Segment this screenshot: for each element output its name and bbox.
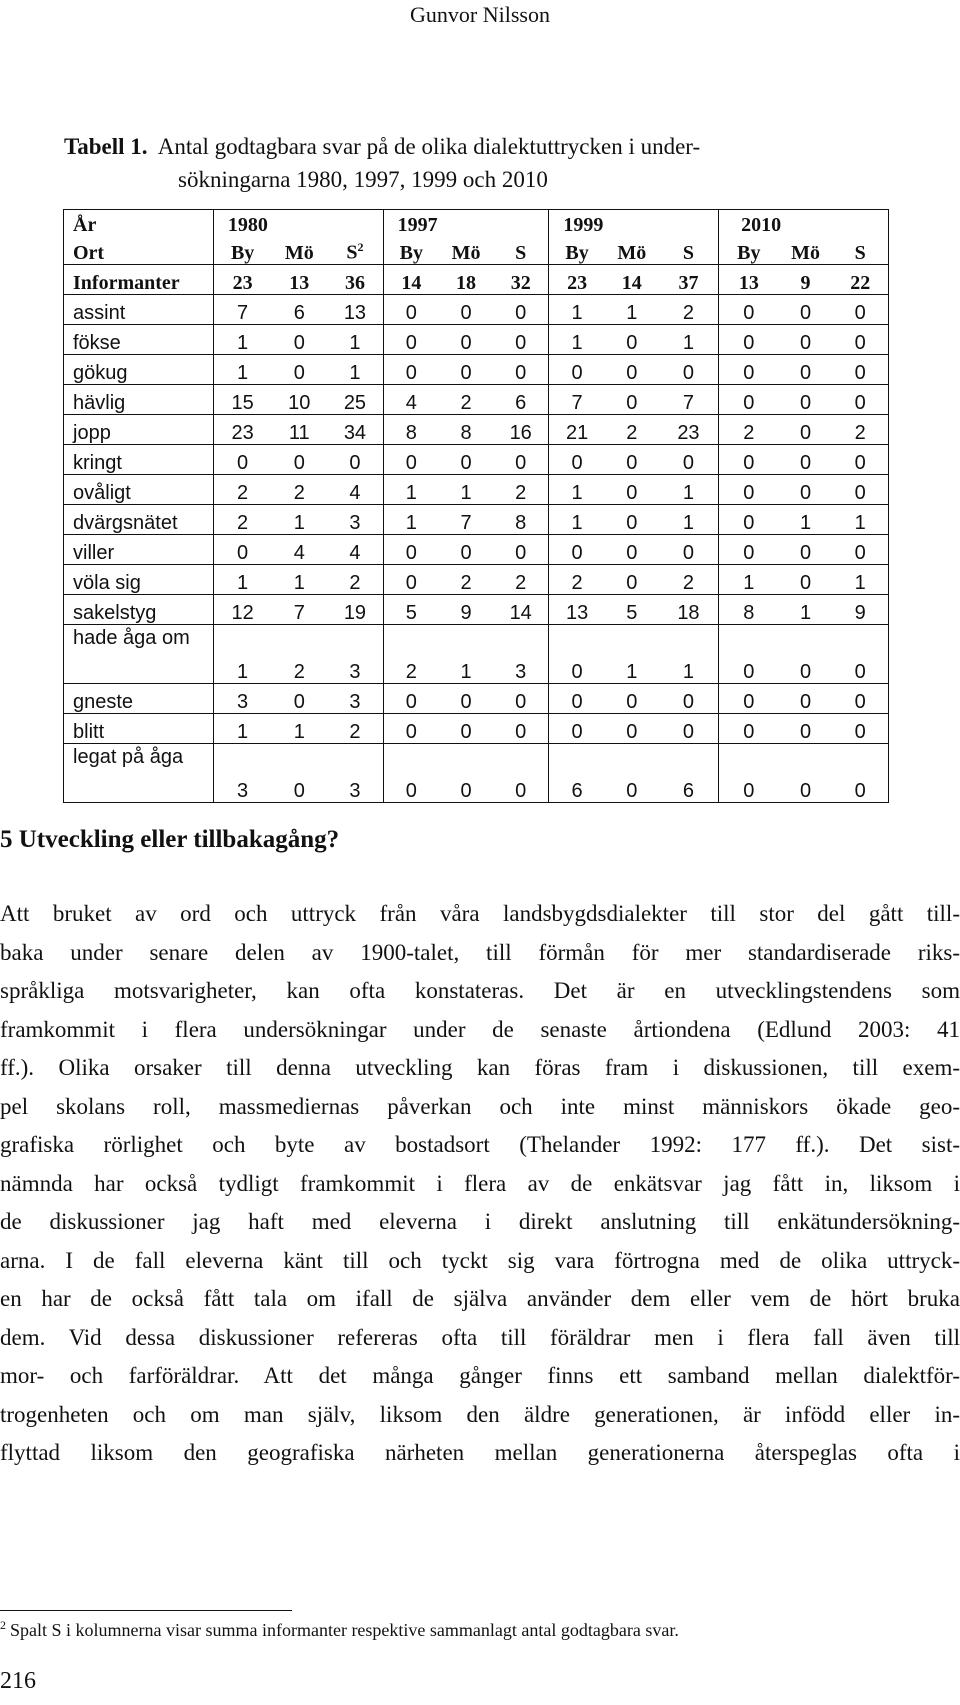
table-cell: 0 (271, 684, 327, 714)
table-cell: 3 (327, 744, 383, 803)
row-label: hade åga om (64, 625, 214, 684)
table-cell: 9 (779, 265, 833, 295)
table-cell: 0 (493, 744, 549, 803)
table-cell: 1 (439, 625, 493, 684)
table-cell: 0 (719, 625, 779, 684)
table-row (64, 325, 889, 355)
table-cell: 0 (659, 714, 719, 744)
table-cell: 0 (832, 684, 888, 714)
table-cell: 0 (605, 445, 659, 475)
table-cell: 0 (549, 445, 605, 475)
row-label: blitt (64, 714, 214, 744)
table-cell: 3 (213, 684, 271, 714)
table-cell: 0 (659, 445, 719, 475)
table-cell: 0 (493, 325, 549, 355)
table-cell: 0 (439, 295, 493, 325)
table-cell: 2 (327, 714, 383, 744)
table-cell: 0 (549, 355, 605, 385)
col-label: Mö (451, 242, 481, 264)
table-cell: 0 (659, 355, 719, 385)
table-cell: 7 (271, 595, 327, 625)
table-cell: 0 (605, 475, 659, 505)
table-cell: 0 (493, 535, 549, 565)
table-cell: 0 (383, 535, 439, 565)
header-year-1997: 1997 (383, 210, 549, 237)
table-row (64, 565, 889, 595)
table-cell: 8 (719, 595, 779, 625)
body-line: framkommit i flera undersökningar under de senaste årtiondena (Edlund 2003: 41 (0, 1016, 960, 1042)
body-line: nämnda har också tydligt framkommit i flera av de enkätsvar jag fått in, liksom i (0, 1170, 960, 1196)
header-year-label: År (64, 210, 214, 237)
body-line: flyttad liksom den geografiska närheten mellan generationerna återspeglas ofta i (0, 1440, 960, 1465)
table-cell: 13 (327, 295, 383, 325)
table-cell: 0 (779, 565, 833, 595)
table-cell: 1 (659, 505, 719, 535)
footnote-mark: 2 (357, 240, 364, 255)
table-cell: 0 (605, 355, 659, 385)
table-cell: 0 (605, 714, 659, 744)
table-cell: 1 (832, 505, 888, 535)
header-year-2010: 2010 (719, 210, 889, 237)
table-cell: 0 (493, 355, 549, 385)
table-cell: 2 (439, 565, 493, 595)
table-cell: 5 (605, 595, 659, 625)
table-cell: 0 (439, 744, 493, 803)
table-cell: 0 (549, 535, 605, 565)
body-line: Att bruket av ord och uttryck från våra landsbygdsdialekter till stor del gått till- (0, 901, 960, 926)
table-cell: 0 (719, 535, 779, 565)
table-cell: 0 (779, 744, 833, 803)
table-cell: 16 (493, 415, 549, 445)
table-caption (64, 130, 884, 196)
table-cell: 0 (779, 325, 833, 355)
table-cell: 2 (605, 415, 659, 445)
table-row (64, 684, 889, 714)
table-cell: 1 (659, 325, 719, 355)
table-cell: 0 (383, 355, 439, 385)
table-cell: 1 (271, 565, 327, 595)
table-cell: 14 (605, 265, 659, 295)
table-cell: 23 (213, 415, 271, 445)
table-cell: 0 (383, 325, 439, 355)
table-cell: 0 (719, 385, 779, 415)
table-cell: 0 (383, 744, 439, 803)
table-cell: 0 (439, 535, 493, 565)
table-cell: 0 (719, 445, 779, 475)
table-cell: 0 (549, 625, 605, 684)
table-cell: 0 (832, 385, 888, 415)
table-cell: 1 (719, 565, 779, 595)
caption-text-line1: Antal godtagbara svar på de olika dialektuttrycken i under- (157, 134, 701, 159)
table-cell: 0 (832, 445, 888, 475)
table-cell: 22 (832, 265, 888, 295)
table-row (64, 415, 889, 445)
body-line: pel skolans roll, massmediernas påverkan och inte minst människors ökade geo- (0, 1093, 960, 1119)
footnote-text: Spalt S i kolumnerna visar summa informanter respektive sammanlagt antal godtagbara svar. (10, 1620, 679, 1640)
body-line: dem. Vid dessa diskussioner refereras ofta till föräldrar men i flera fall även till (0, 1324, 960, 1350)
col-label: Mö (617, 242, 647, 264)
table-cell: 1 (779, 505, 833, 535)
table-cell: 0 (213, 445, 271, 475)
table-cell: 9 (832, 595, 888, 625)
table-cell: 0 (832, 355, 888, 385)
table-cell: 0 (719, 355, 779, 385)
table-cell: 13 (719, 265, 779, 295)
table-cell: 0 (659, 535, 719, 565)
table-cell: 23 (549, 265, 605, 295)
table-cell: 0 (605, 744, 659, 803)
table-cell: 6 (271, 295, 327, 325)
table-cell: 3 (493, 625, 549, 684)
body-line: mor- och farföräldrar. Att det många gånger finns ett samband mellan dialektför- (0, 1363, 960, 1388)
table-cell: 2 (493, 475, 549, 505)
table-cell: 0 (439, 355, 493, 385)
table-cell: 23 (659, 415, 719, 445)
table-cell: 23 (213, 265, 271, 295)
table-cell: 1 (549, 295, 605, 325)
table-cell: 1 (213, 565, 271, 595)
table-cell: 1 (213, 714, 271, 744)
row-label: assint (64, 295, 214, 325)
table-row (64, 714, 889, 744)
caption-label: Tabell 1. (64, 134, 148, 159)
table-cell: 1 (213, 355, 271, 385)
table-cell: 2 (271, 625, 327, 684)
row-label: kringt (64, 445, 214, 475)
table-cell: 2 (327, 565, 383, 595)
table-cell: 3 (327, 505, 383, 535)
table-cell: 0 (605, 565, 659, 595)
table-cell: 36 (327, 265, 383, 295)
table-cell: 0 (719, 475, 779, 505)
header-year-1999: 1999 (549, 210, 719, 237)
table-cell: 0 (719, 505, 779, 535)
table-row (64, 595, 889, 625)
table-cell: 1 (213, 625, 271, 684)
table-cell: 0 (779, 295, 833, 325)
col-label: By (383, 236, 439, 265)
table-cell: 1 (659, 625, 719, 684)
table-cell: 0 (779, 475, 833, 505)
table-cell: 7 (213, 295, 271, 325)
table-cell: 0 (832, 325, 888, 355)
table-cell: 7 (659, 385, 719, 415)
table-cell: 4 (327, 535, 383, 565)
footnote-rule (0, 1610, 292, 1611)
table-cell: 1 (549, 475, 605, 505)
table-cell: 0 (779, 684, 833, 714)
table-row (64, 355, 889, 385)
table-cell: 0 (605, 505, 659, 535)
body-line: grafiska rörlighet och byte av bostadsort (Thelander 1992: 177 ff.). Det sist- (0, 1132, 960, 1157)
table-row (64, 505, 889, 535)
table-cell: 15 (213, 385, 271, 415)
table-cell: 2 (549, 565, 605, 595)
table-cell: 1 (271, 505, 327, 535)
table-row (64, 295, 889, 325)
body-line: de diskussioner jag haft med eleverna i direkt anslutning till enkätundersökning- (0, 1209, 960, 1234)
table-cell: 6 (659, 744, 719, 803)
table-cell: 6 (493, 385, 549, 415)
table-cell: 2 (271, 475, 327, 505)
table-cell: 1 (327, 355, 383, 385)
table-cell: 0 (719, 744, 779, 803)
table-cell: 7 (549, 385, 605, 415)
table-cell: 0 (439, 445, 493, 475)
table-cell: 0 (779, 625, 833, 684)
table-cell: 0 (271, 325, 327, 355)
table-cell: 2 (493, 565, 549, 595)
table-cell: 37 (659, 265, 719, 295)
table-cell: 0 (493, 684, 549, 714)
table-cell: 0 (605, 684, 659, 714)
table-cell: 2 (383, 625, 439, 684)
table-cell: 0 (271, 445, 327, 475)
table-cell: 1 (549, 325, 605, 355)
table-cell: 8 (493, 505, 549, 535)
table-cell: 5 (383, 595, 439, 625)
table-cell: 0 (719, 295, 779, 325)
table-cell: 14 (493, 595, 549, 625)
table-row (64, 265, 889, 295)
col-label: Mö (791, 242, 820, 264)
table-cell: 0 (493, 295, 549, 325)
section-title: 5 Utveckling eller tillbakagång? (0, 826, 340, 853)
body-line: en har de också fått tala om ifall de själva använder dem eller vem de hört bruka (0, 1286, 960, 1311)
col-label: S (682, 242, 694, 264)
table-cell: 0 (439, 325, 493, 355)
table-cell: 2 (832, 415, 888, 445)
table-cell: 4 (383, 385, 439, 415)
table-cell: 0 (493, 445, 549, 475)
table-cell: 2 (213, 475, 271, 505)
table-cell: 7 (439, 505, 493, 535)
table-cell: 0 (271, 355, 327, 385)
table-cell: 2 (659, 565, 719, 595)
table-cell: 8 (439, 415, 493, 445)
table-cell: 0 (779, 415, 833, 445)
table-cell: 18 (659, 595, 719, 625)
table-cell: 0 (832, 714, 888, 744)
col-label: S (515, 242, 527, 264)
table-cell: 11 (271, 415, 327, 445)
table-cell: 0 (549, 714, 605, 744)
table-cell: 19 (327, 595, 383, 625)
table-cell: 2 (213, 505, 271, 535)
table-cell: 1 (439, 475, 493, 505)
page-number: 216 (0, 1668, 36, 1694)
table-cell: 8 (383, 415, 439, 445)
table-cell: 0 (779, 355, 833, 385)
footnote (0, 1618, 679, 1641)
row-label: ovåligt (64, 475, 214, 505)
table-row (64, 535, 889, 565)
row-label: gneste (64, 684, 214, 714)
table-cell: 0 (383, 445, 439, 475)
table-cell: 0 (832, 535, 888, 565)
running-header: Gunvor Nilsson (410, 2, 550, 27)
body-line: arna. I de fall eleverna känt till och tyckt sig vara förtrogna med de olika uttryck- (0, 1247, 960, 1273)
table-cell: 32 (493, 265, 549, 295)
row-label: hävlig (64, 385, 214, 415)
row-label: gökug (64, 355, 214, 385)
footnote-number: 2 (0, 1618, 6, 1632)
body-text (0, 895, 960, 1473)
table-cell: 0 (383, 714, 439, 744)
table-cell: 2 (439, 385, 493, 415)
table-cell: 0 (719, 714, 779, 744)
row-label: viller (64, 535, 214, 565)
table-cell: 0 (439, 684, 493, 714)
table-row (64, 625, 889, 684)
col-label: S (832, 236, 888, 265)
table-row (64, 385, 889, 415)
table-cell: 0 (549, 684, 605, 714)
table-row (64, 445, 889, 475)
body-line: baka under senare delen av 1900-talet, till förmån för mer standardiserade riks- (0, 939, 960, 965)
table-cell: 13 (549, 595, 605, 625)
table-cell: 4 (327, 475, 383, 505)
col-label: By (719, 236, 779, 265)
table-cell: 34 (327, 415, 383, 445)
table-cell: 1 (271, 714, 327, 744)
table-cell: 0 (779, 714, 833, 744)
col-label: By (549, 236, 605, 265)
table-cell: 6 (549, 744, 605, 803)
caption-text-line2: sökningarna 1980, 1997, 1999 och 2010 (178, 167, 548, 192)
body-line: språkliga motsvarigheter, kan ofta konstateras. Det är en utvecklingstendens som (0, 978, 960, 1003)
table-cell: 0 (439, 714, 493, 744)
table-cell: 0 (832, 625, 888, 684)
table-cell: 0 (832, 744, 888, 803)
row-label: Informanter (64, 265, 214, 295)
row-label: fökse (64, 325, 214, 355)
col-label-with-footnote (327, 236, 383, 265)
table-header-columns (64, 236, 889, 265)
table-cell: 0 (719, 684, 779, 714)
table-cell: 14 (383, 265, 439, 295)
table-cell: 1 (213, 325, 271, 355)
table-cell: 0 (383, 684, 439, 714)
table-cell: 0 (832, 475, 888, 505)
table-cell: 1 (383, 505, 439, 535)
body-line: trogenheten och om man själv, liksom den äldre generationen, är infödd eller in- (0, 1401, 960, 1427)
table-cell: 1 (383, 475, 439, 505)
table-cell: 12 (213, 595, 271, 625)
table-cell: 0 (271, 744, 327, 803)
table-row (64, 475, 889, 505)
table-cell: 0 (213, 535, 271, 565)
table-cell: 1 (832, 565, 888, 595)
row-label: völa sig (64, 565, 214, 595)
table-row (64, 744, 889, 803)
table-cell: 2 (719, 415, 779, 445)
table-cell: 21 (549, 415, 605, 445)
table-cell: 2 (659, 295, 719, 325)
table-cell: 25 (327, 385, 383, 415)
table-cell: 9 (439, 595, 493, 625)
data-table (63, 209, 889, 803)
table-cell: 0 (383, 565, 439, 595)
table-cell: 1 (605, 295, 659, 325)
table-cell: 0 (719, 325, 779, 355)
table-header-years (64, 210, 889, 237)
table-cell: 0 (659, 684, 719, 714)
col-label: By (213, 236, 271, 265)
table-cell: 4 (271, 535, 327, 565)
row-label: sakelstyg (64, 595, 214, 625)
table-cell: 0 (605, 385, 659, 415)
table-cell: 0 (779, 445, 833, 475)
table-cell: 18 (439, 265, 493, 295)
table-cell: 3 (213, 744, 271, 803)
table-cell: 0 (493, 714, 549, 744)
table-cell: 0 (605, 325, 659, 355)
table-cell: 0 (383, 295, 439, 325)
table-cell: 1 (327, 325, 383, 355)
table-cell: 0 (779, 535, 833, 565)
table-cell: 0 (327, 445, 383, 475)
table-cell: 3 (327, 625, 383, 684)
table-cell: 1 (779, 595, 833, 625)
table-cell: 13 (271, 265, 327, 295)
table-cell: 1 (659, 475, 719, 505)
table-cell: 0 (605, 535, 659, 565)
col-label: Mö (284, 242, 314, 264)
table-cell: 1 (605, 625, 659, 684)
table-cell: 1 (549, 505, 605, 535)
row-label: jopp (64, 415, 214, 445)
body-line: ff.). Olika orsaker till denna utveckling kan föras fram i diskussionen, till exem- (0, 1055, 960, 1080)
table-cell: 0 (832, 295, 888, 325)
header-year-1980: 1980 (213, 210, 383, 237)
header-place-label: Ort (64, 236, 214, 265)
row-label: dvärgsnätet (64, 505, 214, 535)
table-cell: 3 (327, 684, 383, 714)
row-label: legat på åga (64, 744, 214, 803)
col-label: S (346, 242, 358, 264)
table-cell: 0 (779, 385, 833, 415)
table-cell: 10 (271, 385, 327, 415)
